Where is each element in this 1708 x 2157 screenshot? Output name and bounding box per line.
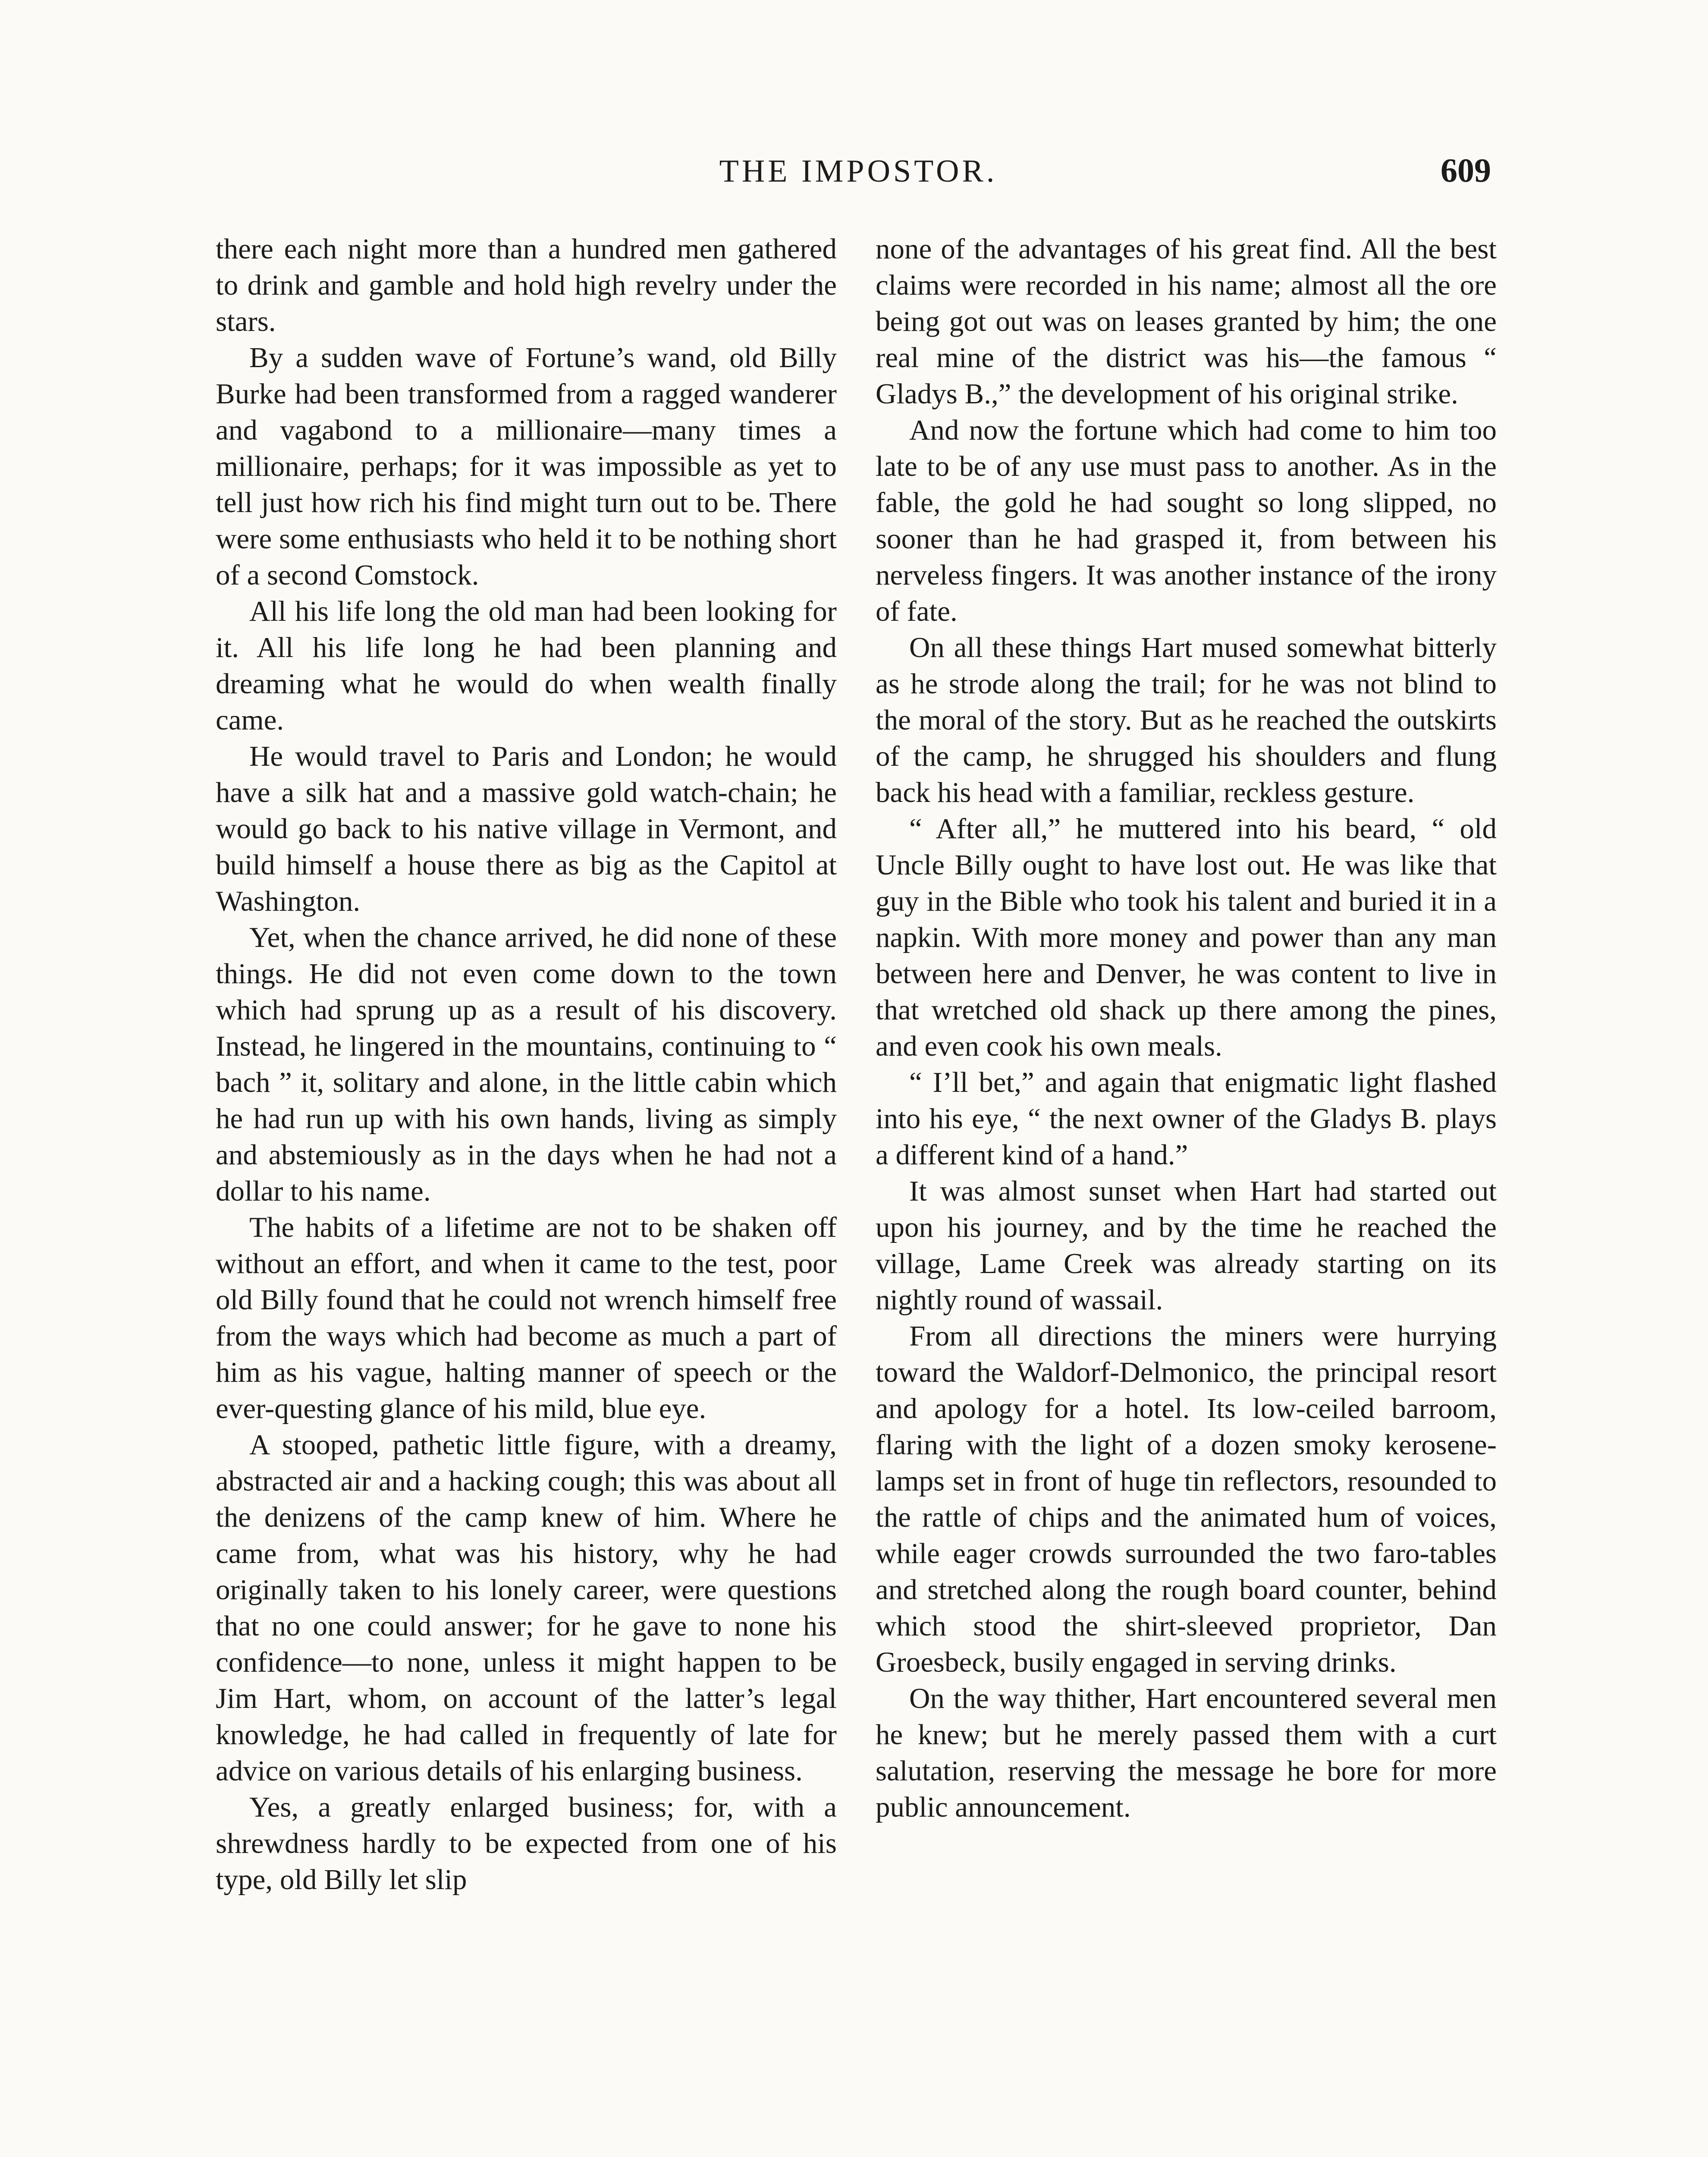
paragraph: A stooped, pathetic little figure, with a dreamy, abstracted air and a hacking cough; this was about all the denizens of the camp knew of him. Where he came from, what was his history, why he had originally taken to his lonely career, were questions that no one could answer; for he gave to none his confidence—to none, unless it might happen to be Jim Hart, whom, on account of the latter’s legal knowledge, he had called in frequently of late for advice on various details of his enlarging business. — [216, 1429, 837, 1787]
paragraph: Yet, when the chance arrived, he did none of these things. He did not even come down to the town which had sprung up as a result of his discovery. Instead, he lingered in the mountains, continuing to “ bach ” it, solitary and alone, in the little cabin which he had run up with his own hands, living as simply and abstemiously as in the days when he had not a dollar to his name. — [216, 921, 837, 1207]
paragraph: By a sudden wave of Fortune’s wand, old Billy Burke had been transformed from a ragged wanderer and vagabond to a millionaire—many times a millionaire, perhaps; for it was impossible as yet to tell just how rich his find might turn out to be. There were some enthusiasts who held it to be nothing short of a second Comstock. — [216, 342, 837, 591]
paragraph: none of the advantages of his great find. All the best claims were recorded in his name; almost all the ore being got out was on leases granted by him; the one real mine of the district was his—the famous “ Gladys B.,” the development of his original strike. — [876, 233, 1497, 410]
paragraph: And now the fortune which had come to him too late to be of any use must pass to another. As in the fable, the gold he had sought so long slipped, no sooner than he had grasped it, from between his nerveless fingers. It was another instance of the irony of fate. — [876, 414, 1497, 627]
paragraph: From all directions the miners were hurrying toward the Waldorf-Delmonico, the principal resort and apology for a hotel. Its low-ceiled barroom, flaring with the light of a dozen smoky kerosene-lamps set in front of huge tin reflectors, resounded to the rattle of chips and the animated hum of voices, while eager crowds surrounded the two faro-tables and stretched along the rough board counter, behind which stood the shirt-sleeved proprietor, Dan Groesbeck, busily engaged in serving drinks. — [876, 1320, 1497, 1678]
paragraph: On all these things Hart mused somewhat bitterly as he strode along the trail; for he was not blind to the moral of the story. But as he reached the outskirts of the camp, he shrugged his shoulders and flung back his head with a familiar, reckless gesture. — [876, 632, 1497, 808]
paragraph: All his life long the old man had been looking for it. All his life long he had been planning and dreaming what he would do when wealth finally came. — [216, 595, 837, 736]
running-title: THE IMPOSTOR. — [719, 154, 998, 189]
paragraph: It was almost sunset when Hart had started out upon his journey, and by the time he reached the village, Lame Creek was already starting on its nightly round of wassail. — [876, 1175, 1497, 1316]
paragraph: The habits of a lifetime are not to be shaken off without an effort, and when it came to the test, poor old Billy found that he could not wrench himself free from the ways which had become as much a part of him as his vague, halting manner of speech or the ever-questing glance of his mild, blue eye. — [216, 1211, 837, 1424]
paragraph: He would travel to Paris and London; he would have a silk hat and a massive gold watch-chain; he would go back to his native village in Vermont, and build himself a house there as big as the Capitol at Washington. — [216, 740, 837, 917]
right-column — [876, 231, 1497, 1825]
paragraph: Yes, a greatly enlarged business; for, with a shrewdness hardly to be expected from one of his type, old Billy let slip — [216, 1791, 837, 1896]
paragraph: there each night more than a hundred men gathered to drink and gamble and hold high revelry under the stars. — [216, 233, 837, 337]
page-number: 609 — [1441, 151, 1491, 189]
paragraph: “ I’ll bet,” and again that enigmatic light flashed into his eye, “ the next owner of the Gladys B. plays a different kind of a hand.” — [876, 1066, 1497, 1171]
paragraph: “ After all,” he muttered into his beard, “ old Uncle Billy ought to have lost out. He was like that guy in the Bible who took his talent and buried it in a napkin. With more money and power than any man between here and Denver, he was content to live in that wretched old shack up there among the pines, and even cook his own meals. — [876, 813, 1497, 1062]
paragraph: On the way thither, Hart encountered several men he knew; but he merely passed them with a curt salutation, reserving the message he bore for more public announcement. — [876, 1682, 1497, 1823]
left-column — [216, 231, 837, 1898]
